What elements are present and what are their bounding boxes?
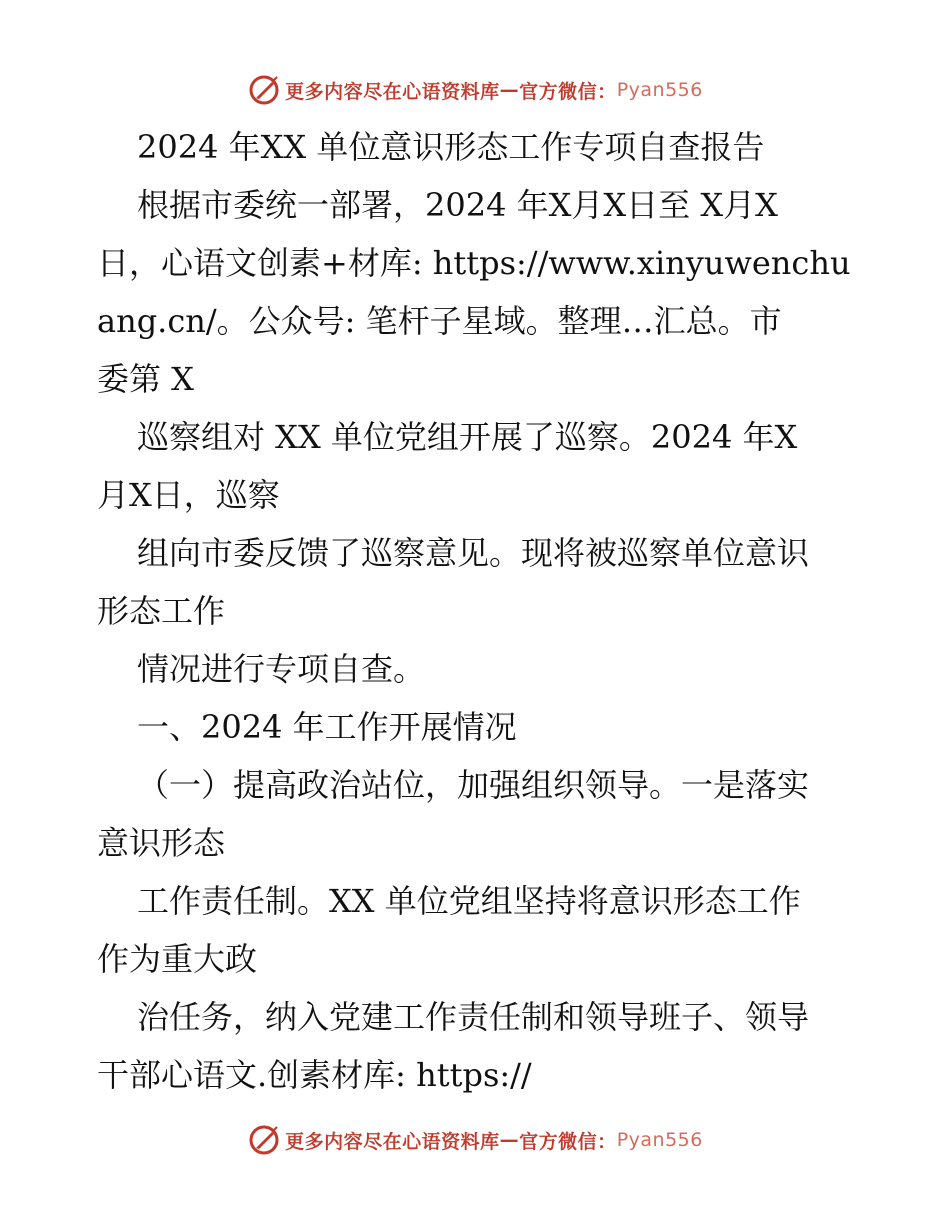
quill-pen-circle-icon xyxy=(247,1123,281,1157)
text-line: 月X日，巡察 xyxy=(97,476,280,514)
text-line: 日，心语文创素+材库: https://www.xinyuwenchu xyxy=(97,244,851,282)
banner-separator: — xyxy=(499,1129,520,1151)
banner-official-label: 官方微信： xyxy=(519,80,617,103)
text-line: 工作责任制。XX 单位党组坚持将意识形态工作 xyxy=(137,882,801,920)
text-line: 干部心语文.创素材库: https:// xyxy=(97,1056,532,1094)
quill-pen-circle-icon xyxy=(247,73,281,107)
text-line: ang.cn/。公众号: 笔杆子星域。整理…汇总。市 xyxy=(97,302,782,340)
text-line: 作为重大政 xyxy=(97,940,258,978)
text-line: 意识形态 xyxy=(97,824,226,862)
text-line: 形态工作 xyxy=(97,592,226,630)
text-line: 治任务，纳入党建工作责任制和领导班子、领导 xyxy=(137,998,810,1036)
text-line: 一、2024 年工作开展情况 xyxy=(137,708,517,746)
document-title: 2024 年XX 单位意识形态工作专项自查报告 xyxy=(137,128,765,166)
banner-official-label: 官方微信： xyxy=(519,1130,617,1153)
text-line: 组向市委反馈了巡察意见。现将被巡察单位意识 xyxy=(137,534,810,572)
document-body xyxy=(97,118,857,1104)
text-line: 根据市委统一部署，2024 年X月X日至 X月X xyxy=(137,186,778,224)
header-watermark-banner xyxy=(0,68,950,112)
banner-separator: — xyxy=(499,79,520,101)
text-line: （一）提高政治站位，加强组织领导。一是落实 xyxy=(137,766,810,804)
text-line: 委第 X xyxy=(97,360,194,398)
banner-wechat-id: Pyan556 xyxy=(616,79,703,101)
text-line: 巡察组对 XX 单位党组开展了巡察。2024 年X xyxy=(137,418,798,456)
footer-watermark-banner xyxy=(0,1118,950,1162)
text-line: 情况进行专项自查。 xyxy=(137,650,426,688)
banner-brand-text: 更多内容尽在心语资料库 xyxy=(285,80,500,103)
banner-wechat-id: Pyan556 xyxy=(616,1129,703,1151)
banner-brand-text: 更多内容尽在心语资料库 xyxy=(285,1130,500,1153)
